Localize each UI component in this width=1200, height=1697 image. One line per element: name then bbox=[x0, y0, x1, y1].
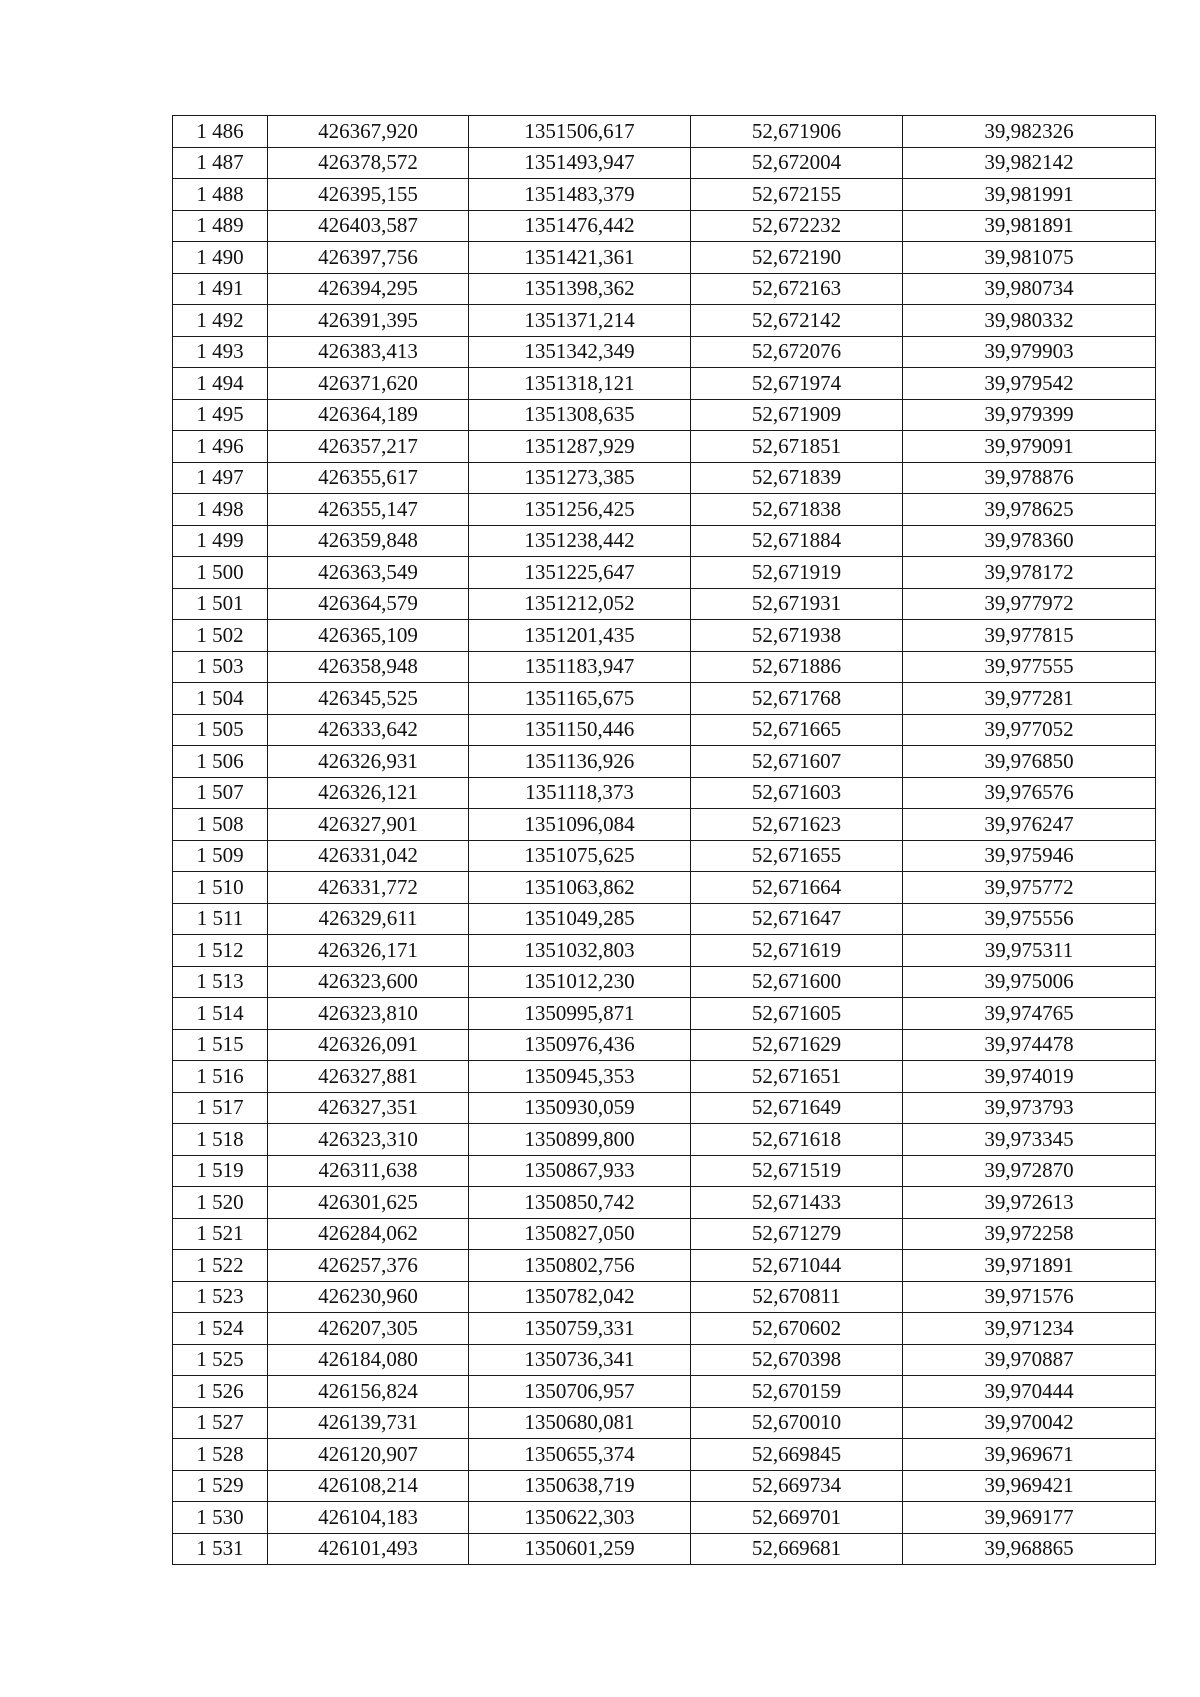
y-coordinate-cell: 1351256,425 bbox=[469, 494, 691, 526]
point-number-cell: 1 504 bbox=[173, 683, 268, 715]
table-row bbox=[173, 525, 1156, 557]
table-row bbox=[173, 998, 1156, 1030]
point-number-cell: 1 493 bbox=[173, 336, 268, 368]
point-number-cell: 1 522 bbox=[173, 1250, 268, 1282]
x-coordinate-cell: 426395,155 bbox=[268, 179, 469, 211]
x-coordinate-cell: 426397,756 bbox=[268, 242, 469, 274]
point-number-cell: 1 513 bbox=[173, 966, 268, 998]
longitude-cell: 39,973793 bbox=[903, 1092, 1156, 1124]
x-coordinate-cell: 426345,525 bbox=[268, 683, 469, 715]
table-row bbox=[173, 368, 1156, 400]
point-number-cell: 1 486 bbox=[173, 116, 268, 148]
table-row bbox=[173, 179, 1156, 211]
longitude-cell: 39,981075 bbox=[903, 242, 1156, 274]
longitude-cell: 39,975556 bbox=[903, 903, 1156, 935]
longitude-cell: 39,975311 bbox=[903, 935, 1156, 967]
point-number-cell: 1 520 bbox=[173, 1187, 268, 1219]
y-coordinate-cell: 1350995,871 bbox=[469, 998, 691, 1030]
y-coordinate-cell: 1350655,374 bbox=[469, 1439, 691, 1471]
coordinates-table-body bbox=[173, 116, 1156, 1565]
table-row bbox=[173, 242, 1156, 274]
latitude-cell: 52,671938 bbox=[691, 620, 903, 652]
longitude-cell: 39,977815 bbox=[903, 620, 1156, 652]
y-coordinate-cell: 1350782,042 bbox=[469, 1281, 691, 1313]
longitude-cell: 39,978876 bbox=[903, 462, 1156, 494]
x-coordinate-cell: 426391,395 bbox=[268, 305, 469, 337]
latitude-cell: 52,671619 bbox=[691, 935, 903, 967]
y-coordinate-cell: 1351238,442 bbox=[469, 525, 691, 557]
longitude-cell: 39,971234 bbox=[903, 1313, 1156, 1345]
table-row bbox=[173, 336, 1156, 368]
x-coordinate-cell: 426364,579 bbox=[268, 588, 469, 620]
longitude-cell: 39,974478 bbox=[903, 1029, 1156, 1061]
y-coordinate-cell: 1351063,862 bbox=[469, 872, 691, 904]
table-row bbox=[173, 557, 1156, 589]
table-row bbox=[173, 1155, 1156, 1187]
latitude-cell: 52,671655 bbox=[691, 840, 903, 872]
y-coordinate-cell: 1350850,742 bbox=[469, 1187, 691, 1219]
table-row bbox=[173, 840, 1156, 872]
y-coordinate-cell: 1350680,081 bbox=[469, 1407, 691, 1439]
longitude-cell: 39,972870 bbox=[903, 1155, 1156, 1187]
longitude-cell: 39,976576 bbox=[903, 777, 1156, 809]
longitude-cell: 39,971576 bbox=[903, 1281, 1156, 1313]
table-row bbox=[173, 462, 1156, 494]
point-number-cell: 1 500 bbox=[173, 557, 268, 589]
longitude-cell: 39,981891 bbox=[903, 210, 1156, 242]
point-number-cell: 1 507 bbox=[173, 777, 268, 809]
longitude-cell: 39,975006 bbox=[903, 966, 1156, 998]
y-coordinate-cell: 1351483,379 bbox=[469, 179, 691, 211]
latitude-cell: 52,671886 bbox=[691, 651, 903, 683]
y-coordinate-cell: 1350622,303 bbox=[469, 1502, 691, 1534]
longitude-cell: 39,982142 bbox=[903, 147, 1156, 179]
x-coordinate-cell: 426367,920 bbox=[268, 116, 469, 148]
y-coordinate-cell: 1351183,947 bbox=[469, 651, 691, 683]
x-coordinate-cell: 426327,901 bbox=[268, 809, 469, 841]
latitude-cell: 52,672076 bbox=[691, 336, 903, 368]
y-coordinate-cell: 1351096,084 bbox=[469, 809, 691, 841]
table-row bbox=[173, 210, 1156, 242]
x-coordinate-cell: 426363,549 bbox=[268, 557, 469, 589]
table-row bbox=[173, 1029, 1156, 1061]
latitude-cell: 52,671607 bbox=[691, 746, 903, 778]
longitude-cell: 39,981991 bbox=[903, 179, 1156, 211]
x-coordinate-cell: 426326,931 bbox=[268, 746, 469, 778]
latitude-cell: 52,671665 bbox=[691, 714, 903, 746]
table-row bbox=[173, 1376, 1156, 1408]
latitude-cell: 52,672004 bbox=[691, 147, 903, 179]
y-coordinate-cell: 1351371,214 bbox=[469, 305, 691, 337]
y-coordinate-cell: 1351308,635 bbox=[469, 399, 691, 431]
point-number-cell: 1 491 bbox=[173, 273, 268, 305]
latitude-cell: 52,671603 bbox=[691, 777, 903, 809]
x-coordinate-cell: 426383,413 bbox=[268, 336, 469, 368]
latitude-cell: 52,672155 bbox=[691, 179, 903, 211]
point-number-cell: 1 501 bbox=[173, 588, 268, 620]
latitude-cell: 52,671974 bbox=[691, 368, 903, 400]
x-coordinate-cell: 426358,948 bbox=[268, 651, 469, 683]
point-number-cell: 1 488 bbox=[173, 179, 268, 211]
table-row bbox=[173, 777, 1156, 809]
latitude-cell: 52,671884 bbox=[691, 525, 903, 557]
longitude-cell: 39,969177 bbox=[903, 1502, 1156, 1534]
longitude-cell: 39,970444 bbox=[903, 1376, 1156, 1408]
x-coordinate-cell: 426120,907 bbox=[268, 1439, 469, 1471]
latitude-cell: 52,669734 bbox=[691, 1470, 903, 1502]
longitude-cell: 39,977972 bbox=[903, 588, 1156, 620]
point-number-cell: 1 506 bbox=[173, 746, 268, 778]
longitude-cell: 39,975946 bbox=[903, 840, 1156, 872]
point-number-cell: 1 492 bbox=[173, 305, 268, 337]
y-coordinate-cell: 1350706,957 bbox=[469, 1376, 691, 1408]
longitude-cell: 39,974019 bbox=[903, 1061, 1156, 1093]
latitude-cell: 52,672142 bbox=[691, 305, 903, 337]
latitude-cell: 52,669681 bbox=[691, 1533, 903, 1565]
latitude-cell: 52,671649 bbox=[691, 1092, 903, 1124]
table-row bbox=[173, 494, 1156, 526]
longitude-cell: 39,977281 bbox=[903, 683, 1156, 715]
y-coordinate-cell: 1351012,230 bbox=[469, 966, 691, 998]
longitude-cell: 39,982326 bbox=[903, 116, 1156, 148]
x-coordinate-cell: 426333,642 bbox=[268, 714, 469, 746]
table-row bbox=[173, 935, 1156, 967]
point-number-cell: 1 502 bbox=[173, 620, 268, 652]
point-number-cell: 1 494 bbox=[173, 368, 268, 400]
table-row bbox=[173, 116, 1156, 148]
point-number-cell: 1 511 bbox=[173, 903, 268, 935]
table-row bbox=[173, 147, 1156, 179]
table-row bbox=[173, 620, 1156, 652]
x-coordinate-cell: 426364,189 bbox=[268, 399, 469, 431]
x-coordinate-cell: 426355,617 bbox=[268, 462, 469, 494]
table-row bbox=[173, 1344, 1156, 1376]
y-coordinate-cell: 1351398,362 bbox=[469, 273, 691, 305]
y-coordinate-cell: 1350930,059 bbox=[469, 1092, 691, 1124]
x-coordinate-cell: 426394,295 bbox=[268, 273, 469, 305]
latitude-cell: 52,670602 bbox=[691, 1313, 903, 1345]
point-number-cell: 1 515 bbox=[173, 1029, 268, 1061]
point-number-cell: 1 523 bbox=[173, 1281, 268, 1313]
y-coordinate-cell: 1351150,446 bbox=[469, 714, 691, 746]
point-number-cell: 1 518 bbox=[173, 1124, 268, 1156]
point-number-cell: 1 510 bbox=[173, 872, 268, 904]
latitude-cell: 52,671519 bbox=[691, 1155, 903, 1187]
latitude-cell: 52,671838 bbox=[691, 494, 903, 526]
x-coordinate-cell: 426301,625 bbox=[268, 1187, 469, 1219]
coordinates-table bbox=[172, 115, 1156, 1565]
table-row bbox=[173, 305, 1156, 337]
point-number-cell: 1 530 bbox=[173, 1502, 268, 1534]
longitude-cell: 39,969671 bbox=[903, 1439, 1156, 1471]
latitude-cell: 52,671647 bbox=[691, 903, 903, 935]
table-row bbox=[173, 714, 1156, 746]
latitude-cell: 52,671651 bbox=[691, 1061, 903, 1093]
x-coordinate-cell: 426323,810 bbox=[268, 998, 469, 1030]
table-row bbox=[173, 588, 1156, 620]
table-row bbox=[173, 1124, 1156, 1156]
table-row bbox=[173, 431, 1156, 463]
point-number-cell: 1 505 bbox=[173, 714, 268, 746]
latitude-cell: 52,669845 bbox=[691, 1439, 903, 1471]
longitude-cell: 39,970042 bbox=[903, 1407, 1156, 1439]
point-number-cell: 1 527 bbox=[173, 1407, 268, 1439]
longitude-cell: 39,970887 bbox=[903, 1344, 1156, 1376]
latitude-cell: 52,671906 bbox=[691, 116, 903, 148]
y-coordinate-cell: 1351136,926 bbox=[469, 746, 691, 778]
point-number-cell: 1 496 bbox=[173, 431, 268, 463]
point-number-cell: 1 519 bbox=[173, 1155, 268, 1187]
longitude-cell: 39,976247 bbox=[903, 809, 1156, 841]
x-coordinate-cell: 426326,171 bbox=[268, 935, 469, 967]
point-number-cell: 1 487 bbox=[173, 147, 268, 179]
table-row bbox=[173, 683, 1156, 715]
x-coordinate-cell: 426371,620 bbox=[268, 368, 469, 400]
latitude-cell: 52,671600 bbox=[691, 966, 903, 998]
x-coordinate-cell: 426104,183 bbox=[268, 1502, 469, 1534]
latitude-cell: 52,671909 bbox=[691, 399, 903, 431]
longitude-cell: 39,972258 bbox=[903, 1218, 1156, 1250]
y-coordinate-cell: 1350976,436 bbox=[469, 1029, 691, 1061]
latitude-cell: 52,670398 bbox=[691, 1344, 903, 1376]
longitude-cell: 39,980332 bbox=[903, 305, 1156, 337]
x-coordinate-cell: 426311,638 bbox=[268, 1155, 469, 1187]
y-coordinate-cell: 1350638,719 bbox=[469, 1470, 691, 1502]
point-number-cell: 1 525 bbox=[173, 1344, 268, 1376]
longitude-cell: 39,975772 bbox=[903, 872, 1156, 904]
latitude-cell: 52,671919 bbox=[691, 557, 903, 589]
table-row bbox=[173, 1313, 1156, 1345]
y-coordinate-cell: 1351165,675 bbox=[469, 683, 691, 715]
point-number-cell: 1 529 bbox=[173, 1470, 268, 1502]
latitude-cell: 52,672190 bbox=[691, 242, 903, 274]
x-coordinate-cell: 426331,772 bbox=[268, 872, 469, 904]
table-row bbox=[173, 966, 1156, 998]
longitude-cell: 39,974765 bbox=[903, 998, 1156, 1030]
latitude-cell: 52,670811 bbox=[691, 1281, 903, 1313]
table-row bbox=[173, 651, 1156, 683]
x-coordinate-cell: 426365,109 bbox=[268, 620, 469, 652]
x-coordinate-cell: 426326,121 bbox=[268, 777, 469, 809]
y-coordinate-cell: 1350827,050 bbox=[469, 1218, 691, 1250]
x-coordinate-cell: 426207,305 bbox=[268, 1313, 469, 1345]
table-row bbox=[173, 399, 1156, 431]
latitude-cell: 52,671839 bbox=[691, 462, 903, 494]
latitude-cell: 52,670159 bbox=[691, 1376, 903, 1408]
x-coordinate-cell: 426326,091 bbox=[268, 1029, 469, 1061]
y-coordinate-cell: 1350802,756 bbox=[469, 1250, 691, 1282]
y-coordinate-cell: 1351493,947 bbox=[469, 147, 691, 179]
x-coordinate-cell: 426359,848 bbox=[268, 525, 469, 557]
x-coordinate-cell: 426327,881 bbox=[268, 1061, 469, 1093]
table-row bbox=[173, 1470, 1156, 1502]
longitude-cell: 39,977052 bbox=[903, 714, 1156, 746]
x-coordinate-cell: 426403,587 bbox=[268, 210, 469, 242]
y-coordinate-cell: 1351201,435 bbox=[469, 620, 691, 652]
latitude-cell: 52,671664 bbox=[691, 872, 903, 904]
point-number-cell: 1 508 bbox=[173, 809, 268, 841]
y-coordinate-cell: 1351118,373 bbox=[469, 777, 691, 809]
x-coordinate-cell: 426327,351 bbox=[268, 1092, 469, 1124]
y-coordinate-cell: 1350945,353 bbox=[469, 1061, 691, 1093]
y-coordinate-cell: 1351075,625 bbox=[469, 840, 691, 872]
latitude-cell: 52,671623 bbox=[691, 809, 903, 841]
x-coordinate-cell: 426139,731 bbox=[268, 1407, 469, 1439]
y-coordinate-cell: 1351506,617 bbox=[469, 116, 691, 148]
point-number-cell: 1 509 bbox=[173, 840, 268, 872]
y-coordinate-cell: 1350601,259 bbox=[469, 1533, 691, 1565]
y-coordinate-cell: 1351032,803 bbox=[469, 935, 691, 967]
latitude-cell: 52,670010 bbox=[691, 1407, 903, 1439]
latitude-cell: 52,671433 bbox=[691, 1187, 903, 1219]
y-coordinate-cell: 1351421,361 bbox=[469, 242, 691, 274]
y-coordinate-cell: 1350759,331 bbox=[469, 1313, 691, 1345]
latitude-cell: 52,672163 bbox=[691, 273, 903, 305]
point-number-cell: 1 498 bbox=[173, 494, 268, 526]
point-number-cell: 1 514 bbox=[173, 998, 268, 1030]
latitude-cell: 52,671931 bbox=[691, 588, 903, 620]
x-coordinate-cell: 426357,217 bbox=[268, 431, 469, 463]
longitude-cell: 39,976850 bbox=[903, 746, 1156, 778]
longitude-cell: 39,973345 bbox=[903, 1124, 1156, 1156]
y-coordinate-cell: 1350867,933 bbox=[469, 1155, 691, 1187]
x-coordinate-cell: 426284,062 bbox=[268, 1218, 469, 1250]
point-number-cell: 1 516 bbox=[173, 1061, 268, 1093]
y-coordinate-cell: 1351049,285 bbox=[469, 903, 691, 935]
point-number-cell: 1 495 bbox=[173, 399, 268, 431]
longitude-cell: 39,978360 bbox=[903, 525, 1156, 557]
y-coordinate-cell: 1351212,052 bbox=[469, 588, 691, 620]
table-row bbox=[173, 1061, 1156, 1093]
x-coordinate-cell: 426355,147 bbox=[268, 494, 469, 526]
longitude-cell: 39,977555 bbox=[903, 651, 1156, 683]
table-row bbox=[173, 1502, 1156, 1534]
point-number-cell: 1 524 bbox=[173, 1313, 268, 1345]
point-number-cell: 1 512 bbox=[173, 935, 268, 967]
y-coordinate-cell: 1351225,647 bbox=[469, 557, 691, 589]
point-number-cell: 1 528 bbox=[173, 1439, 268, 1471]
latitude-cell: 52,672232 bbox=[691, 210, 903, 242]
x-coordinate-cell: 426329,611 bbox=[268, 903, 469, 935]
x-coordinate-cell: 426184,080 bbox=[268, 1344, 469, 1376]
latitude-cell: 52,671851 bbox=[691, 431, 903, 463]
latitude-cell: 52,671605 bbox=[691, 998, 903, 1030]
x-coordinate-cell: 426156,824 bbox=[268, 1376, 469, 1408]
table-row bbox=[173, 1439, 1156, 1471]
x-coordinate-cell: 426230,960 bbox=[268, 1281, 469, 1313]
longitude-cell: 39,979091 bbox=[903, 431, 1156, 463]
y-coordinate-cell: 1351342,349 bbox=[469, 336, 691, 368]
latitude-cell: 52,671768 bbox=[691, 683, 903, 715]
longitude-cell: 39,979903 bbox=[903, 336, 1156, 368]
table-row bbox=[173, 273, 1156, 305]
table-row bbox=[173, 1281, 1156, 1313]
longitude-cell: 39,972613 bbox=[903, 1187, 1156, 1219]
table-row bbox=[173, 1218, 1156, 1250]
point-number-cell: 1 490 bbox=[173, 242, 268, 274]
longitude-cell: 39,978172 bbox=[903, 557, 1156, 589]
x-coordinate-cell: 426331,042 bbox=[268, 840, 469, 872]
longitude-cell: 39,979399 bbox=[903, 399, 1156, 431]
point-number-cell: 1 489 bbox=[173, 210, 268, 242]
x-coordinate-cell: 426108,214 bbox=[268, 1470, 469, 1502]
x-coordinate-cell: 426323,310 bbox=[268, 1124, 469, 1156]
y-coordinate-cell: 1351318,121 bbox=[469, 368, 691, 400]
table-row bbox=[173, 903, 1156, 935]
table-row bbox=[173, 872, 1156, 904]
table-row bbox=[173, 746, 1156, 778]
y-coordinate-cell: 1350899,800 bbox=[469, 1124, 691, 1156]
point-number-cell: 1 503 bbox=[173, 651, 268, 683]
x-coordinate-cell: 426378,572 bbox=[268, 147, 469, 179]
table-row bbox=[173, 1533, 1156, 1565]
point-number-cell: 1 497 bbox=[173, 462, 268, 494]
y-coordinate-cell: 1351476,442 bbox=[469, 210, 691, 242]
x-coordinate-cell: 426323,600 bbox=[268, 966, 469, 998]
x-coordinate-cell: 426257,376 bbox=[268, 1250, 469, 1282]
table-row bbox=[173, 1407, 1156, 1439]
table-row bbox=[173, 1187, 1156, 1219]
y-coordinate-cell: 1350736,341 bbox=[469, 1344, 691, 1376]
latitude-cell: 52,669701 bbox=[691, 1502, 903, 1534]
point-number-cell: 1 521 bbox=[173, 1218, 268, 1250]
x-coordinate-cell: 426101,493 bbox=[268, 1533, 469, 1565]
table-row bbox=[173, 809, 1156, 841]
longitude-cell: 39,980734 bbox=[903, 273, 1156, 305]
latitude-cell: 52,671279 bbox=[691, 1218, 903, 1250]
latitude-cell: 52,671618 bbox=[691, 1124, 903, 1156]
table-row bbox=[173, 1250, 1156, 1282]
point-number-cell: 1 531 bbox=[173, 1533, 268, 1565]
y-coordinate-cell: 1351287,929 bbox=[469, 431, 691, 463]
longitude-cell: 39,979542 bbox=[903, 368, 1156, 400]
point-number-cell: 1 499 bbox=[173, 525, 268, 557]
y-coordinate-cell: 1351273,385 bbox=[469, 462, 691, 494]
longitude-cell: 39,971891 bbox=[903, 1250, 1156, 1282]
longitude-cell: 39,969421 bbox=[903, 1470, 1156, 1502]
latitude-cell: 52,671044 bbox=[691, 1250, 903, 1282]
point-number-cell: 1 517 bbox=[173, 1092, 268, 1124]
longitude-cell: 39,968865 bbox=[903, 1533, 1156, 1565]
latitude-cell: 52,671629 bbox=[691, 1029, 903, 1061]
longitude-cell: 39,978625 bbox=[903, 494, 1156, 526]
point-number-cell: 1 526 bbox=[173, 1376, 268, 1408]
table-row bbox=[173, 1092, 1156, 1124]
